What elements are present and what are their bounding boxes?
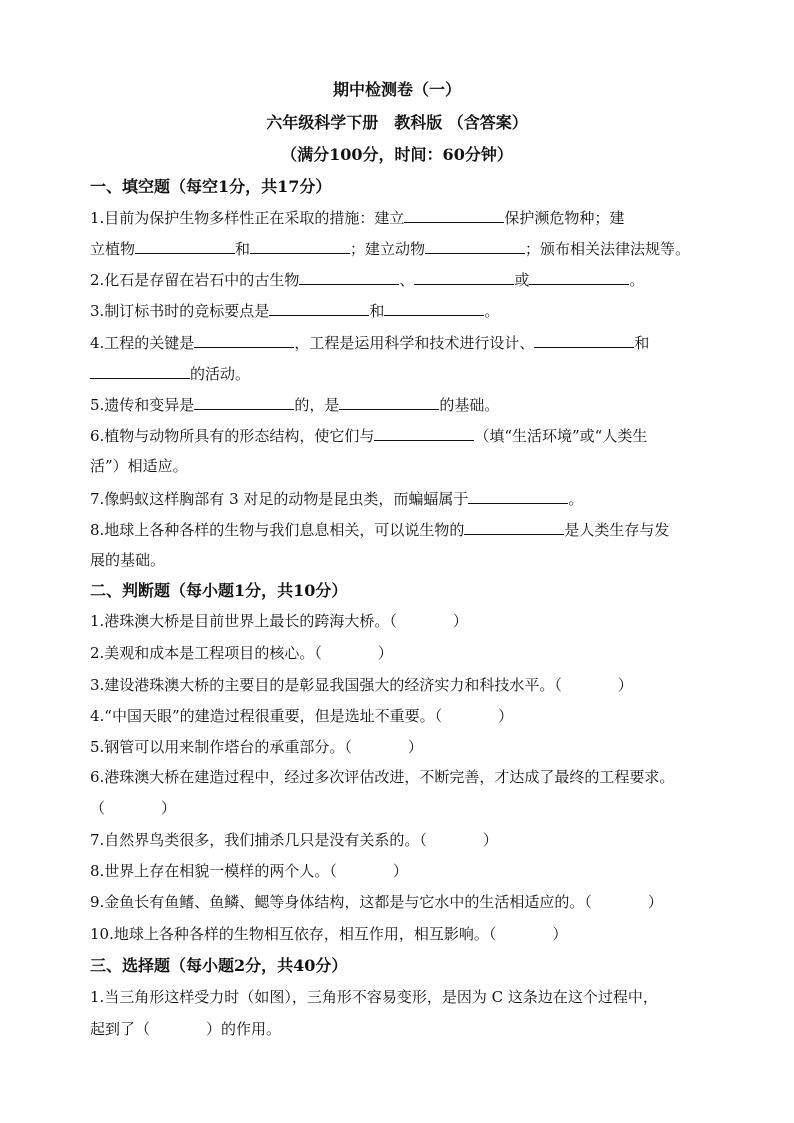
q-text: 。	[629, 271, 645, 289]
question-1-5	[90, 394, 710, 415]
q-text: ）	[161, 799, 177, 817]
question-2-7	[90, 830, 710, 850]
q-text: ；颁布相关法律法规等。	[525, 240, 691, 258]
q-text: ）	[407, 738, 423, 756]
q-text: 1.港珠澳大桥是目前世界上最长的跨海大桥。（	[90, 612, 397, 630]
answer-blank	[299, 269, 399, 285]
question-2-8	[90, 861, 710, 881]
q-text: ）的作用。	[206, 1020, 282, 1038]
question-1-3	[90, 300, 710, 321]
answer-blank	[384, 300, 484, 316]
q-text: 2.美观和成本是工程项目的核心。（	[90, 644, 322, 662]
q-text: （填“生活环境”或“人类生	[474, 427, 648, 445]
page-title: 期中检测卷（一）	[332, 80, 461, 99]
q-text: 和	[235, 240, 251, 258]
answer-blank	[374, 425, 474, 441]
question-3-1: 1.当三角形这样受力时（如图），三角形不容易变形，是因为 C 这条边在这个过程中，	[90, 988, 658, 1006]
q-text: 的，是	[294, 396, 340, 414]
question-2-2	[90, 643, 710, 663]
q-text: ）	[647, 893, 663, 911]
q-text: 3.建设港珠澳大桥的主要目的是彰显我国强大的经济实力和科技水平。（	[90, 676, 562, 694]
q-text: 、	[399, 271, 415, 289]
question-1-6-cont: 活”）相适应。	[90, 457, 188, 475]
q-text: ）	[452, 612, 468, 630]
score-time-info: （满分100分，时间：60分钟）	[281, 145, 513, 164]
answer-blank	[269, 300, 369, 316]
question-2-10	[90, 924, 710, 944]
q-text: 3.制订标书时的竞标要点是	[90, 302, 270, 320]
q-text: 10.地球上各种各样的生物相互依存，相互作用，相互影响。（	[90, 925, 497, 943]
q-text: ）	[482, 831, 498, 849]
question-2-4	[90, 706, 710, 726]
answer-blank	[464, 519, 564, 535]
question-1-2	[90, 269, 710, 290]
q-text: ）	[392, 862, 408, 880]
answer-blank	[250, 238, 350, 254]
answer-blank	[339, 394, 439, 410]
answer-blank	[194, 394, 294, 410]
q-text: （	[90, 799, 106, 817]
q-text: 或	[514, 271, 530, 289]
section2-heading: 二、判断题（每小题1分，共10分）	[90, 581, 348, 600]
q-text: 的活动。	[190, 365, 251, 383]
question-1-4-cont	[90, 363, 710, 384]
question-1-1-cont	[90, 238, 710, 259]
q-text: 8.世界上存在相貌一模样的两个人。（	[90, 862, 337, 880]
answer-blank	[404, 207, 504, 223]
question-1-8	[90, 519, 710, 540]
section1-heading: 一、填空题（每空1分，共17分）	[90, 177, 332, 196]
page-subtitle: 六年级科学下册 教科版 （含答案）	[266, 113, 528, 132]
q-text: 4.“中国天眼”的建造过程很重要，但是选址不重要。（	[90, 707, 443, 725]
q-text: ）	[377, 644, 393, 662]
q-text: 4.工程的关键是	[90, 334, 195, 352]
q-text: 是人类生存与发	[564, 521, 670, 539]
question-2-1	[90, 611, 710, 631]
q-text: 和	[634, 334, 650, 352]
q-text: 6.植物与动物所具有的形态结构，使它们与	[90, 427, 375, 445]
q-text: 起到了（	[90, 1020, 151, 1038]
question-1-7	[90, 488, 710, 509]
question-3-1-cont	[90, 1019, 710, 1039]
q-text: 和	[369, 302, 385, 320]
answer-blank	[414, 269, 514, 285]
q-text: ）	[498, 707, 514, 725]
q-text: 1.目前为保护生物多样性正在采取的措施：建立	[90, 209, 405, 227]
q-text: ）	[617, 676, 633, 694]
question-2-5	[90, 737, 710, 757]
q-text: 7.自然界鸟类很多，我们捕杀几只是没有关系的。（	[90, 831, 427, 849]
question-2-9	[90, 892, 710, 912]
question-2-6-cont	[90, 798, 710, 818]
q-text: ，工程是运用科学和技术进行设计、	[294, 334, 535, 352]
q-text: 5.钢管可以用来制作塔台的承重部分。（	[90, 738, 352, 756]
answer-blank	[90, 363, 190, 379]
q-text: 7.像蚂蚁这样胸部有 3 对足的动物是昆虫类，而蝙蝠属于	[90, 490, 469, 508]
question-1-1	[90, 207, 710, 228]
question-1-4	[90, 332, 710, 353]
q-text: ）	[552, 925, 568, 943]
question-2-3	[90, 675, 710, 695]
question-2-6: 6.港珠澳大桥在建造过程中，经过多次评估改进，不断完善，才达成了最终的工程要求。	[90, 768, 675, 786]
q-text: 的基础。	[439, 396, 500, 414]
section3-heading: 三、选择题（每小题2分，共40分）	[90, 956, 348, 975]
answer-blank	[194, 332, 294, 348]
q-text: 5.遗传和变异是	[90, 396, 195, 414]
question-1-8-cont: 展的基础。	[90, 551, 166, 569]
answer-blank	[529, 269, 629, 285]
q-text: 。	[484, 302, 500, 320]
q-text: 2.化石是存留在岩石中的古生物	[90, 271, 300, 289]
q-text: 立植物	[90, 240, 136, 258]
q-text: 保护濒危物种；建	[504, 209, 625, 227]
question-1-6	[90, 425, 710, 446]
answer-blank	[468, 488, 568, 504]
q-text: 8.地球上各种各样的生物与我们息息相关，可以说生物的	[90, 521, 465, 539]
q-text: 。	[568, 490, 584, 508]
answer-blank	[534, 332, 634, 348]
answer-blank	[135, 238, 235, 254]
answer-blank	[425, 238, 525, 254]
q-text: ；建立动物	[350, 240, 426, 258]
q-text: 9.金鱼长有鱼鳍、鱼鳞、鳃等身体结构，这都是与它水中的生活相适应的。（	[90, 893, 592, 911]
